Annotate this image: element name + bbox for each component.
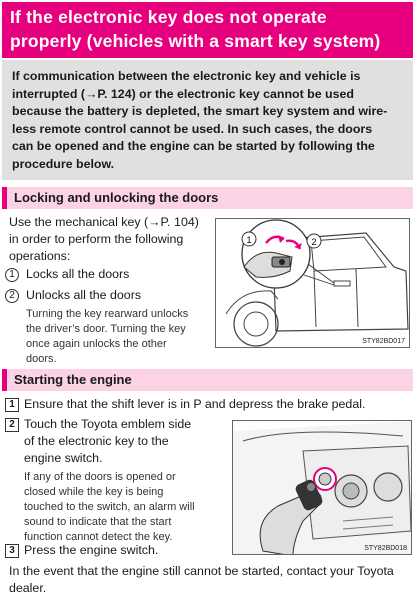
item-lock-text: Locks all the doors (26, 267, 130, 281)
section1-body (9, 214, 199, 265)
section-heading-text: Starting the engine (14, 372, 132, 387)
intro-line: less remote control cannot be used. In such cases, the doors (12, 121, 373, 136)
closing-line: In the event that the engine still cannot be started, contact your Toyota (9, 564, 394, 578)
body-line: operations: (9, 249, 71, 263)
note-line: function cannot detect the key. (24, 531, 173, 543)
closing-line: dealer. (9, 581, 47, 595)
truck-door-drawing (216, 219, 410, 348)
intro-line: interrupted (→P. 124) or the electronic key cannot be used (12, 86, 354, 101)
intro-box (2, 60, 413, 180)
closing-text (9, 563, 394, 597)
step-number-2: 2 (5, 418, 19, 432)
step-number-3: 3 (5, 544, 19, 558)
callout-1: 1 (246, 235, 252, 245)
intro-line: procedure below. (12, 156, 115, 171)
title-line-1: If the electronic key does not operate (10, 7, 327, 27)
note-line: If any of the doors is opened or (24, 471, 176, 483)
intro-line: because the battery is depleted, the smart key system and wire- (12, 104, 388, 118)
note-line: closed while the key is being (24, 486, 164, 498)
callout-2: 2 (311, 237, 317, 247)
note-line: the driver’s door. Turning the key (26, 323, 186, 335)
section-heading-starting (2, 369, 413, 391)
step2-line: Touch the Toyota emblem side (24, 417, 192, 431)
body-line: Use the mechanical key (→P. 104) (9, 215, 199, 229)
intro-line: can be opened and the engine can be started by following the (12, 139, 375, 153)
section-heading-locking (2, 187, 413, 209)
step2-line: of the electronic key to the (24, 434, 169, 448)
step1-text: Ensure that the shift lever is in P and depress the brake pedal. (24, 397, 366, 411)
note-line: touched to the switch, an alarm will (24, 501, 195, 513)
step-number-1: 1 (5, 398, 19, 412)
note-line: once again unlocks the other (26, 338, 167, 350)
item-unlock-text: Unlocks all the doors (26, 288, 142, 302)
door-lock-illustration (215, 218, 410, 348)
dashboard-drawing (233, 421, 412, 555)
note-line: Turning the key rearward unlocks (26, 308, 189, 320)
intro-line: If communication between the electronic key and vehicle is (12, 69, 361, 83)
item-number-2: 2 (5, 289, 19, 303)
figure-caption: STY82BD017 (362, 338, 405, 345)
note-line: doors. (26, 353, 57, 365)
step2-note (24, 470, 195, 545)
figure-caption: STY82BD018 (364, 545, 407, 552)
section-heading-text: Locking and unlocking the doors (14, 190, 219, 205)
step2-text (24, 416, 191, 467)
body-line: in order to perform the following (9, 232, 184, 246)
step3-text: Press the engine switch. (24, 543, 159, 557)
engine-switch-illustration (232, 420, 412, 555)
title-line-2: properly (vehicles with a smart key system) (10, 31, 381, 51)
step2-line: engine switch. (24, 451, 103, 465)
page-title (2, 2, 413, 58)
item-number-1: 1 (5, 268, 19, 282)
section1-note (26, 307, 188, 367)
note-line: sound to indicate that the start (24, 516, 172, 528)
